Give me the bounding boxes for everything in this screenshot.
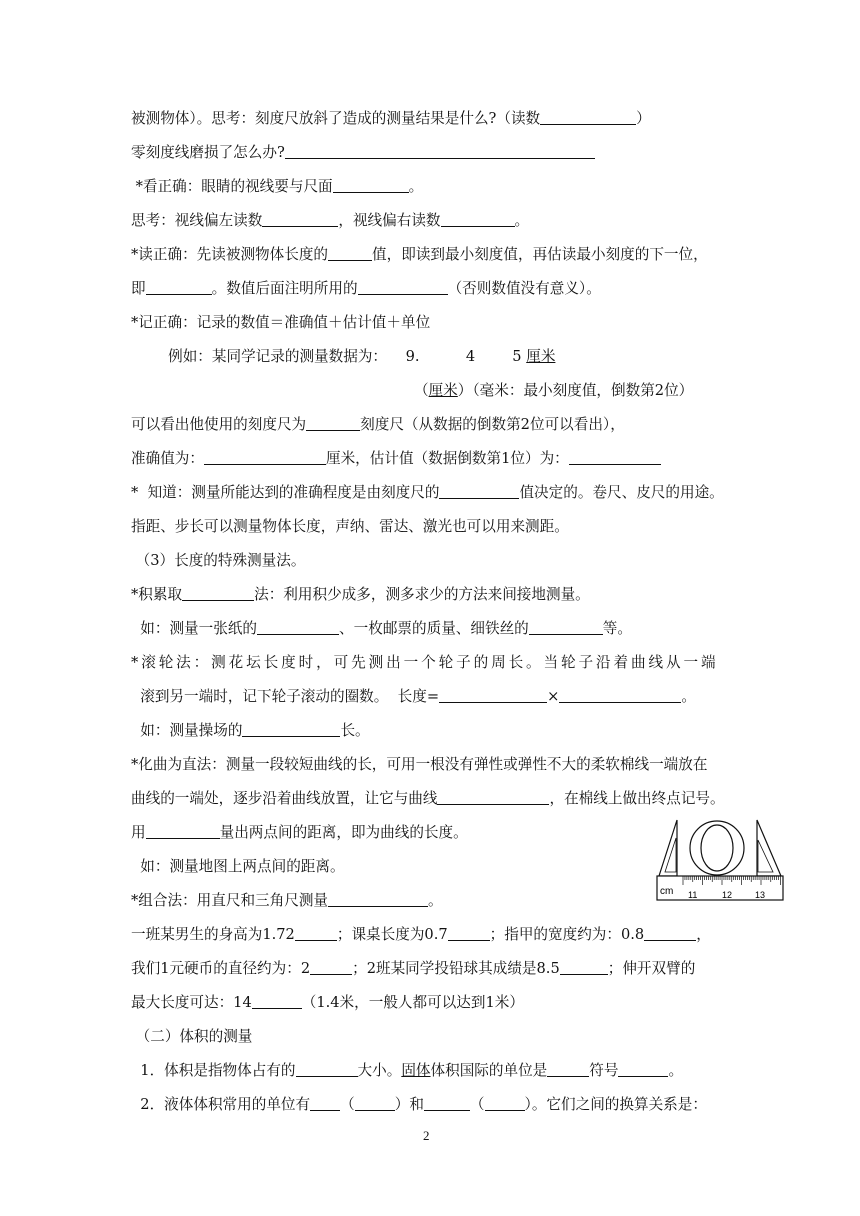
text-segment: *滚轮法：测花坛长度时，可先测出一个轮子的周长。当轮子沿着曲线从一端 bbox=[131, 654, 719, 671]
text-segment: （ bbox=[469, 1096, 485, 1113]
text-segment: 。数值后面注明所用的 bbox=[211, 280, 358, 297]
text-segment: ；课桌长度为0.7 bbox=[336, 926, 448, 943]
fill-in-blank bbox=[328, 246, 372, 261]
fill-in-blank bbox=[146, 280, 212, 295]
fill-in-blank bbox=[441, 212, 515, 227]
text-line bbox=[131, 484, 724, 502]
fill-in-blank bbox=[328, 892, 428, 907]
text-segment: 大小。 bbox=[357, 1062, 402, 1079]
text-segment: 用 bbox=[131, 824, 146, 841]
fill-in-blank bbox=[296, 1062, 358, 1077]
text-line bbox=[131, 960, 695, 978]
text-line bbox=[131, 314, 430, 332]
fill-in-blank bbox=[355, 1096, 395, 1111]
text-line bbox=[131, 1028, 252, 1046]
text-segment: 被测物体）。思考：刻度尺放斜了造成的测量结果是什么?（读数 bbox=[131, 110, 541, 127]
fill-in-blank bbox=[252, 994, 302, 1009]
text-segment: ）（毫米：最小刻度值，倒数第2位） bbox=[457, 382, 694, 399]
fill-in-blank bbox=[306, 416, 360, 431]
text-segment: ，视线偏右读数 bbox=[338, 212, 441, 229]
text-segment: （ bbox=[131, 382, 429, 399]
text-line bbox=[131, 858, 345, 876]
text-line bbox=[131, 246, 708, 264]
right-triangle-inner bbox=[758, 840, 773, 872]
text-segment: （否则数值没有意义）。 bbox=[447, 280, 601, 297]
text-line bbox=[131, 518, 569, 536]
text-segment: 。 bbox=[668, 1062, 684, 1079]
text-line bbox=[131, 1062, 683, 1080]
ruler-triangle-figure bbox=[655, 818, 785, 904]
fill-in-blank bbox=[439, 688, 547, 703]
text-segment: ；2班某同学投铅球其成绩是8.5 bbox=[352, 960, 560, 977]
fill-in-blank bbox=[257, 620, 339, 635]
text-segment: 刻度尺（从数据的倒数第2位可以看出）， bbox=[360, 416, 625, 433]
text-segment: （3）长度的特殊测量法。 bbox=[131, 552, 306, 569]
text-line bbox=[131, 926, 711, 944]
text-segment: 。 bbox=[681, 688, 696, 705]
fill-in-blank bbox=[540, 110, 636, 125]
text-line bbox=[131, 110, 651, 128]
right-triangle bbox=[757, 820, 781, 876]
text-segment: *化曲为直法：测量一段较短曲线的长，可用一根没有弹性或弹性不大的柔软棉线一端放在 bbox=[131, 756, 708, 773]
underlined-text: 固体 bbox=[401, 1062, 431, 1079]
left-triangle-inner bbox=[665, 838, 676, 872]
text-line bbox=[131, 892, 443, 910]
text-segment: 如：测量一张纸的 bbox=[131, 620, 258, 637]
text-line bbox=[131, 382, 693, 400]
text-line bbox=[131, 1096, 707, 1114]
fill-in-blank bbox=[439, 484, 519, 499]
fill-in-blank bbox=[437, 790, 549, 805]
coin-outer bbox=[690, 821, 744, 875]
text-segment: ） bbox=[636, 110, 651, 127]
text-segment: （ bbox=[340, 1096, 355, 1113]
text-segment: 指距、步长可以测量物体长度，声纳、雷达、激光也可以用来测距。 bbox=[131, 518, 569, 535]
text-line bbox=[131, 416, 625, 434]
fill-in-blank bbox=[204, 450, 326, 465]
text-line bbox=[131, 756, 707, 774]
text-line bbox=[131, 212, 529, 230]
fill-in-blank bbox=[618, 1062, 668, 1077]
text-segment: 曲线的一端处，逐步沿着曲线放置，让它与曲线 bbox=[131, 790, 438, 807]
ruler-tick-label: 13 bbox=[755, 890, 766, 900]
text-segment: 厘米，估计值（数据倒数第1位）为： bbox=[325, 450, 569, 467]
text-line bbox=[131, 654, 719, 672]
text-segment: 。 bbox=[428, 892, 443, 909]
left-triangle bbox=[659, 820, 677, 876]
text-line bbox=[131, 722, 370, 740]
fill-in-blank bbox=[485, 1096, 525, 1111]
text-segment: 符号 bbox=[589, 1062, 619, 1079]
fill-in-blank bbox=[242, 722, 340, 737]
text-segment: 滚到另一端时，记下轮子滚动的圈数。 长度= bbox=[131, 688, 440, 705]
text-line bbox=[131, 178, 423, 196]
text-segment: 体积国际的单位是 bbox=[430, 1062, 548, 1079]
text-segment: 最大长度可达：14 bbox=[131, 994, 252, 1011]
underlined-text: 厘米 bbox=[428, 382, 458, 399]
text-segment: 即 bbox=[131, 280, 146, 297]
text-line bbox=[131, 450, 661, 468]
text-line bbox=[131, 824, 468, 842]
fill-in-blank bbox=[285, 144, 595, 159]
text-segment: （二）体积的测量 bbox=[131, 1028, 253, 1045]
ruler-diagram bbox=[655, 818, 785, 904]
text-line bbox=[131, 552, 305, 570]
fill-in-blank bbox=[644, 926, 696, 941]
fill-in-blank bbox=[182, 586, 254, 601]
text-segment: 思考：视线偏左读数 bbox=[131, 212, 263, 229]
text-segment: 。 bbox=[408, 178, 424, 195]
text-segment: ）和 bbox=[394, 1096, 424, 1113]
text-segment: 长。 bbox=[340, 722, 370, 739]
text-line bbox=[131, 144, 595, 162]
text-line bbox=[131, 790, 725, 808]
fill-in-blank bbox=[547, 1062, 589, 1077]
text-segment: *记正确：记录的数值＝准确值＋估计值＋单位 bbox=[131, 314, 431, 331]
text-segment: *看正确：眼睛的视线要与尺面 bbox=[131, 178, 333, 195]
text-segment: 1．体积是指物体占有的 bbox=[131, 1062, 296, 1079]
fill-in-blank bbox=[310, 960, 352, 975]
text-segment: *组合法：用直尺和三角尺测量 bbox=[131, 892, 329, 909]
fill-in-blank bbox=[333, 178, 409, 193]
text-segment: 2．液体体积常用的单位有 bbox=[131, 1096, 311, 1113]
text-segment: ， bbox=[696, 926, 711, 943]
coin-inner bbox=[701, 825, 733, 871]
ruler-tick-label: 12 bbox=[722, 890, 733, 900]
text-segment: ；指甲的宽度约为：0.8 bbox=[489, 926, 645, 943]
text-segment: 零刻度线磨损了怎么办? bbox=[131, 144, 285, 161]
fill-in-blank bbox=[448, 926, 490, 941]
text-segment: 准确值为： bbox=[131, 450, 204, 467]
text-segment: *积累取 bbox=[131, 586, 183, 603]
fill-in-blank bbox=[424, 1096, 470, 1111]
fill-in-blank bbox=[569, 450, 661, 465]
text-segment: 量出两点间的距离，即为曲线的长度。 bbox=[219, 824, 468, 841]
text-line bbox=[131, 688, 696, 706]
text-line bbox=[131, 994, 524, 1012]
text-segment: * 知道：测量所能达到的准确程度是由刻度尺的 bbox=[131, 484, 440, 501]
text-segment: 一班某男生的身高为1.72 bbox=[131, 926, 295, 943]
fill-in-blank bbox=[146, 824, 220, 839]
text-segment: 如：测量操场的 bbox=[131, 722, 243, 739]
text-segment: × bbox=[547, 688, 560, 705]
fill-in-blank bbox=[262, 212, 338, 227]
fill-in-blank bbox=[529, 620, 603, 635]
underlined-text: 厘米 bbox=[526, 348, 556, 365]
text-segment: 可以看出他使用的刻度尺为 bbox=[131, 416, 307, 433]
text-segment: ）。它们之间的换算关系是： bbox=[524, 1096, 707, 1113]
text-segment: ；伸开双臂的 bbox=[607, 960, 696, 977]
text-segment: 例如：某同学记录的测量数据为： 9. 4 5 bbox=[131, 348, 527, 365]
ruler-unit-label: cm bbox=[660, 886, 674, 897]
text-segment: 如：测量地图上两点间的距离。 bbox=[131, 858, 345, 875]
text-segment: 值决定的。卷尺、皮尺的用途。 bbox=[519, 484, 724, 501]
text-segment: 法：利用积少成多，测多求少的方法来间接地测量。 bbox=[254, 586, 590, 603]
fill-in-blank bbox=[295, 926, 337, 941]
fill-in-blank bbox=[358, 280, 448, 295]
fill-in-blank bbox=[310, 1096, 340, 1111]
ruler-tick-label: 11 bbox=[688, 890, 698, 900]
fill-in-blank bbox=[560, 960, 608, 975]
text-segment: 我们1元硬币的直径约为：2 bbox=[131, 960, 311, 977]
text-line bbox=[131, 280, 601, 298]
text-segment: 值，即读到最小刻度值，再估读最小刻度的下一位， bbox=[372, 246, 708, 263]
page-number: 2 bbox=[423, 1128, 430, 1143]
text-segment: 等。 bbox=[602, 620, 632, 637]
text-segment: ，在棉线上做出终点记号。 bbox=[549, 790, 725, 807]
text-line bbox=[131, 620, 632, 638]
fill-in-blank bbox=[559, 688, 681, 703]
text-segment: *读正确：先读被测物体长度的 bbox=[131, 246, 329, 263]
text-line bbox=[131, 348, 555, 366]
text-segment: （1.4米，一般人都可以达到1米） bbox=[301, 994, 524, 1011]
text-segment: 。 bbox=[514, 212, 530, 229]
text-line bbox=[131, 586, 590, 604]
text-segment: 、一枚邮票的质量、细铁丝的 bbox=[339, 620, 529, 637]
